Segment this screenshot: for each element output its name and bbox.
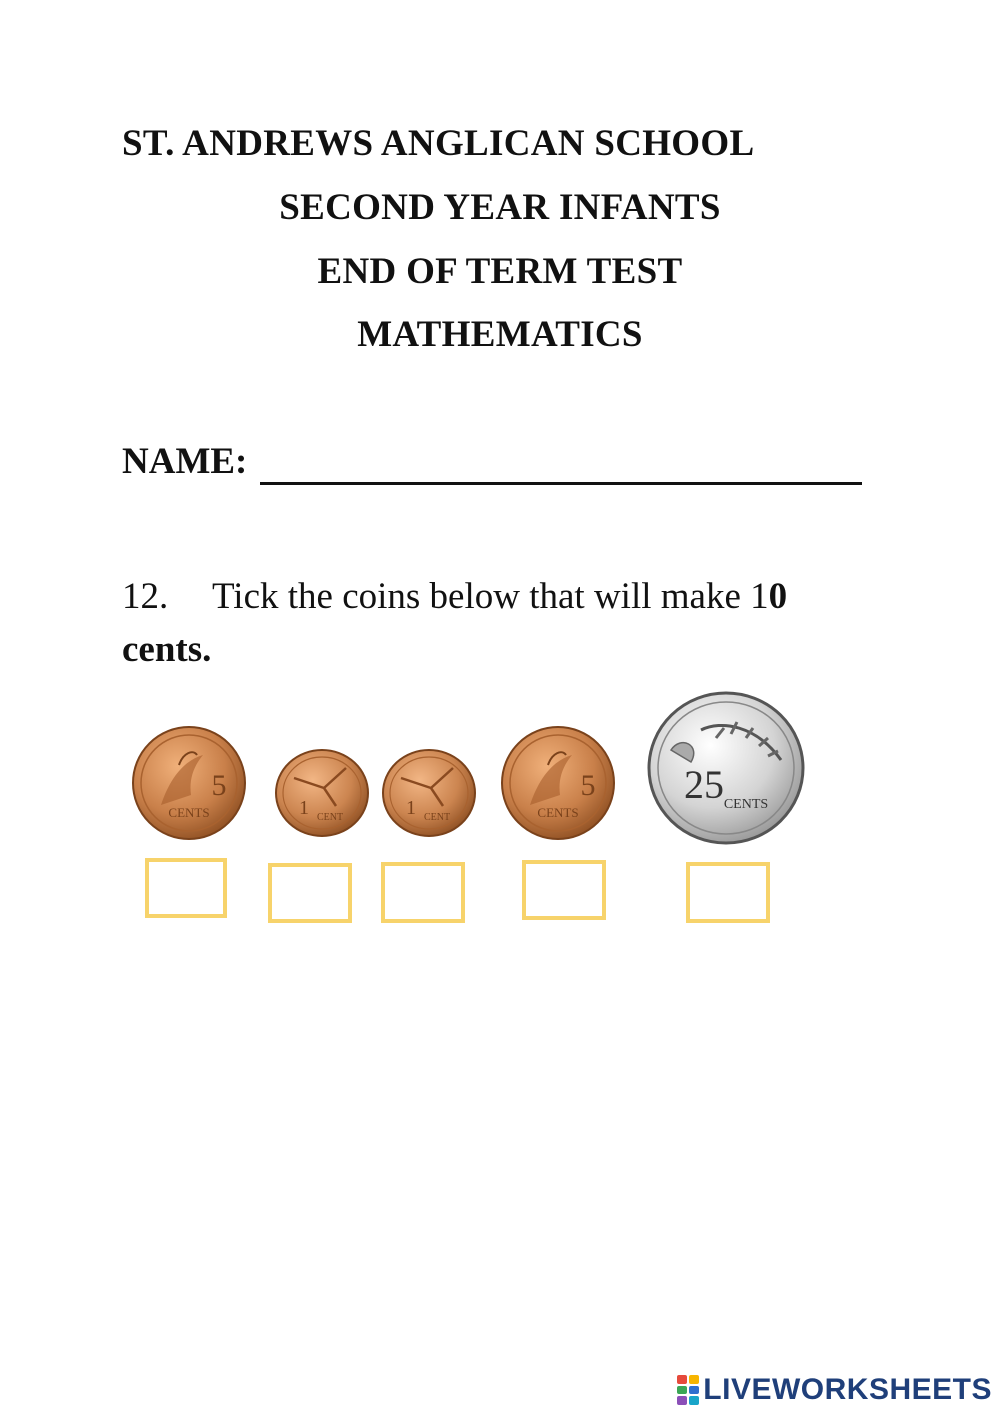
coin-unit: CENTS <box>168 805 210 820</box>
coin-unit: CENT <box>423 812 451 823</box>
coin-25-cents-icon <box>646 690 806 846</box>
coin-unit: CENTS <box>723 797 769 812</box>
question-bold-digit: 0 <box>768 576 788 617</box>
answer-box-3[interactable] <box>381 862 465 923</box>
answer-box-4[interactable] <box>522 860 606 920</box>
test-title: END OF TERM TEST <box>317 251 683 292</box>
coin-unit: CENTS <box>537 805 579 820</box>
coin-5-cents-icon <box>500 725 616 841</box>
coin-unit: CENT <box>316 812 344 823</box>
question-text: Tick the coins below that will make 1 <box>212 576 769 617</box>
liveworksheets-logo <box>677 1373 992 1407</box>
coin-value: 1 <box>299 797 309 819</box>
question-number: 12. <box>122 576 169 617</box>
coin-1-cent-icon <box>381 748 477 838</box>
coin-value: 5 <box>211 769 227 802</box>
coin-value: 1 <box>406 797 416 819</box>
question-line-1 <box>122 575 787 618</box>
grade-title: SECOND YEAR INFANTS <box>279 187 721 228</box>
coin-value: 5 <box>580 769 596 802</box>
name-label: NAME: <box>122 441 248 482</box>
logo-mark-icon <box>677 1375 699 1405</box>
question-line-2: cents. <box>122 629 212 670</box>
coin-5-cents-icon <box>131 725 247 841</box>
answer-box-1[interactable] <box>145 858 227 918</box>
coin-value: 25 <box>684 762 724 807</box>
school-name: ST. ANDREWS ANGLICAN SCHOOL <box>122 123 755 164</box>
coin-1-cent-icon <box>274 748 370 838</box>
subject-title: MATHEMATICS <box>357 314 643 355</box>
answer-box-2[interactable] <box>268 863 352 923</box>
answer-box-5[interactable] <box>686 862 770 923</box>
name-line[interactable] <box>260 482 862 485</box>
logo-text: LIVEWORKSHEETS <box>703 1373 992 1406</box>
